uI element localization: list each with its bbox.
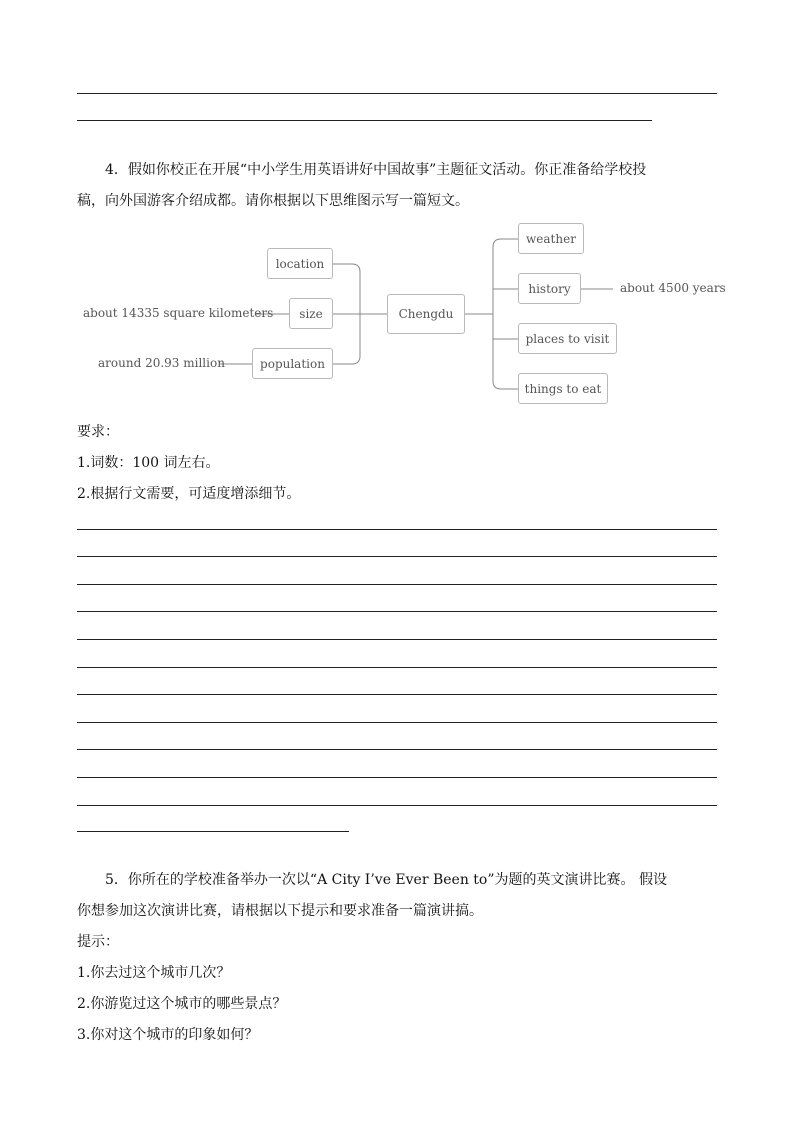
q4-requirements-title: 要求： [77, 424, 119, 440]
node-size: size [289, 298, 333, 329]
node-history: history [518, 273, 581, 304]
q5-prompt-line1: 5．你所在的学校准备举办一次以“A City I’ve Ever Been to”为题的英文演讲比赛。 假设 [105, 872, 667, 888]
writing-line [77, 749, 717, 750]
writing-line [77, 584, 717, 585]
writing-line [77, 722, 717, 723]
node-location: location [267, 248, 333, 279]
node-places-to-visit: places to visit [518, 323, 617, 354]
node-things-to-eat: things to eat [518, 373, 608, 404]
q5-hint-2: 2.你游览过这个城市的哪些景点？ [77, 996, 287, 1012]
writing-line [77, 805, 717, 806]
detail-history: about 4500 years [620, 281, 726, 295]
q4-requirement-1: 1.词数：100 词左右。 [77, 455, 220, 471]
detail-population: around 20.93 million [98, 356, 225, 370]
q5-hint-1: 1.你去过这个城市几次？ [77, 965, 231, 981]
node-chengdu: Chengdu [387, 294, 465, 334]
writing-line [77, 611, 717, 612]
writing-line [77, 831, 349, 832]
q4-prompt-line2: 稿，向外国游客介绍成都。请你根据以下思维图示写一篇短文。 [77, 193, 469, 209]
writing-line [77, 556, 717, 557]
node-weather: weather [518, 223, 584, 254]
node-population: population [252, 348, 333, 379]
detail-size: about 14335 square kilometers [83, 306, 274, 320]
q4-requirement-2: 2.根据行文需要，可适度增添细节。 [77, 486, 301, 502]
q4-prompt-line1: 4．假如你校正在开展“中小学生用英语讲好中国故事”主题征文活动。你正准备给学校投 [105, 162, 647, 178]
writing-line [77, 777, 717, 778]
writing-line [77, 694, 717, 695]
writing-line [77, 639, 717, 640]
writing-line [77, 529, 717, 530]
q5-hint-3: 3.你对这个城市的印象如何？ [77, 1027, 259, 1043]
writing-line [77, 667, 717, 668]
q5-prompt-line2: 你想参加这次演讲比赛，请根据以下提示和要求准备一篇演讲搞。 [77, 903, 483, 919]
q5-hint-title: 提示： [77, 934, 119, 950]
